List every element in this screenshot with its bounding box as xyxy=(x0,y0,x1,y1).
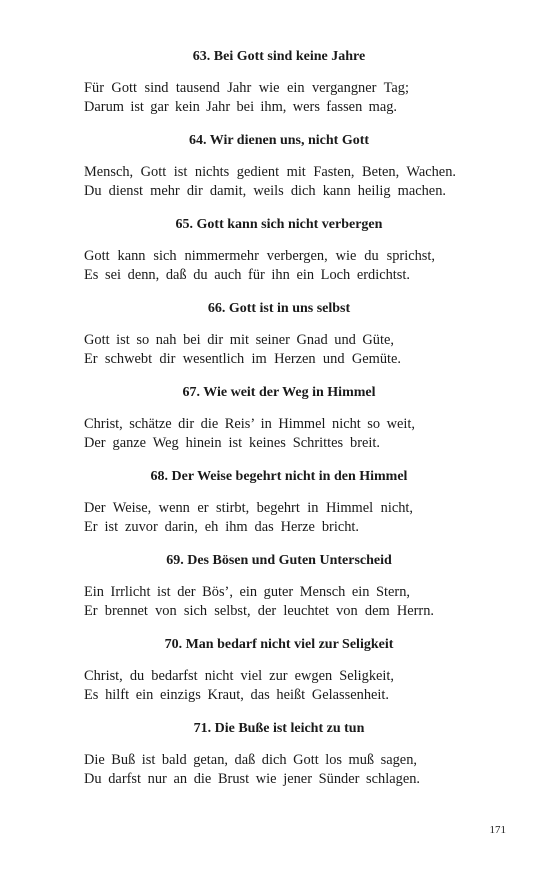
verse-line: Der ganze Weg hinein ist keines Schrittes breit. xyxy=(84,435,380,451)
poem-67 xyxy=(84,384,474,453)
verse-line: Er ist zuvor darin, eh ihm das Herze bricht. xyxy=(84,519,359,535)
poem-71 xyxy=(84,720,474,789)
page-number: 171 xyxy=(489,824,506,836)
verse-line: Gott kann sich nimmermehr verbergen, wie du sprichst, xyxy=(84,248,435,264)
verse-line: Der Weise, wenn er stirbt, begehrt in Himmel nicht, xyxy=(84,500,413,516)
verse-line: Er brennet von sich selbst, der leuchtet von dem Herrn. xyxy=(84,603,434,619)
poem-69 xyxy=(84,552,474,621)
verse-line: Christ, schätze dir die Reis’ in Himmel nicht so weit, xyxy=(84,416,415,432)
poem-title: 71. Die Buße ist leicht zu tun xyxy=(193,721,365,736)
verse-line: Für Gott sind tausend Jahr wie ein vergangner Tag; xyxy=(84,80,409,96)
poem-70 xyxy=(84,636,474,705)
verse-line: Er schwebt dir wesentlich im Herzen und Gemüte. xyxy=(84,351,401,367)
poem-65 xyxy=(84,216,474,285)
poem-title: 69. Des Bösen und Guten Unterscheid xyxy=(166,553,392,568)
poem-68 xyxy=(84,468,474,537)
verse-line: Darum ist gar kein Jahr bei ihm, wers fassen mag. xyxy=(84,99,397,115)
verse xyxy=(84,751,474,789)
poem-title: 64. Wir dienen uns, nicht Gott xyxy=(188,133,370,148)
verse xyxy=(84,247,474,285)
verse xyxy=(84,163,474,201)
poem-title: 66. Gott ist in uns selbst xyxy=(207,301,351,316)
poem-title: 70. Man bedarf nicht viel zur Seligkeit xyxy=(164,637,394,652)
poem-63 xyxy=(84,48,474,117)
poem-title: 65. Gott kann sich nicht verbergen xyxy=(175,217,383,232)
verse-line: Christ, du bedarfst nicht viel zur ewgen Seligkeit, xyxy=(84,668,394,684)
poem-title: 68. Der Weise begehrt nicht in den Himmel xyxy=(150,469,408,484)
verse-line: Ein Irrlicht ist der Bös’, ein guter Mensch ein Stern, xyxy=(84,584,410,600)
verse-line: Es hilft ein einzigs Kraut, das heißt Gelassenheit. xyxy=(84,687,389,703)
poem-title: 67. Wie weit der Weg in Himmel xyxy=(182,385,376,400)
verse-line: Die Buß ist bald getan, daß dich Gott los muß sagen, xyxy=(84,752,417,768)
verse xyxy=(84,415,474,453)
book-page xyxy=(84,0,474,880)
verse xyxy=(84,331,474,369)
verse-line: Es sei denn, daß du auch für ihn ein Loch erdichtst. xyxy=(84,267,410,283)
poem-title: 63. Bei Gott sind keine Jahre xyxy=(192,49,366,64)
verse-line: Du darfst nur an die Brust wie jener Sünder schlagen. xyxy=(84,771,420,787)
poem-66 xyxy=(84,300,474,369)
poem-64 xyxy=(84,132,474,201)
verse xyxy=(84,667,474,705)
verse xyxy=(84,79,474,117)
verse-line: Du dienst mehr dir damit, weils dich kann heilig machen. xyxy=(84,183,446,199)
verse xyxy=(84,499,474,537)
verse-line: Gott ist so nah bei dir mit seiner Gnad und Güte, xyxy=(84,332,394,348)
verse-line: Mensch, Gott ist nichts gedient mit Fasten, Beten, Wachen. xyxy=(84,164,456,180)
verse xyxy=(84,583,474,621)
